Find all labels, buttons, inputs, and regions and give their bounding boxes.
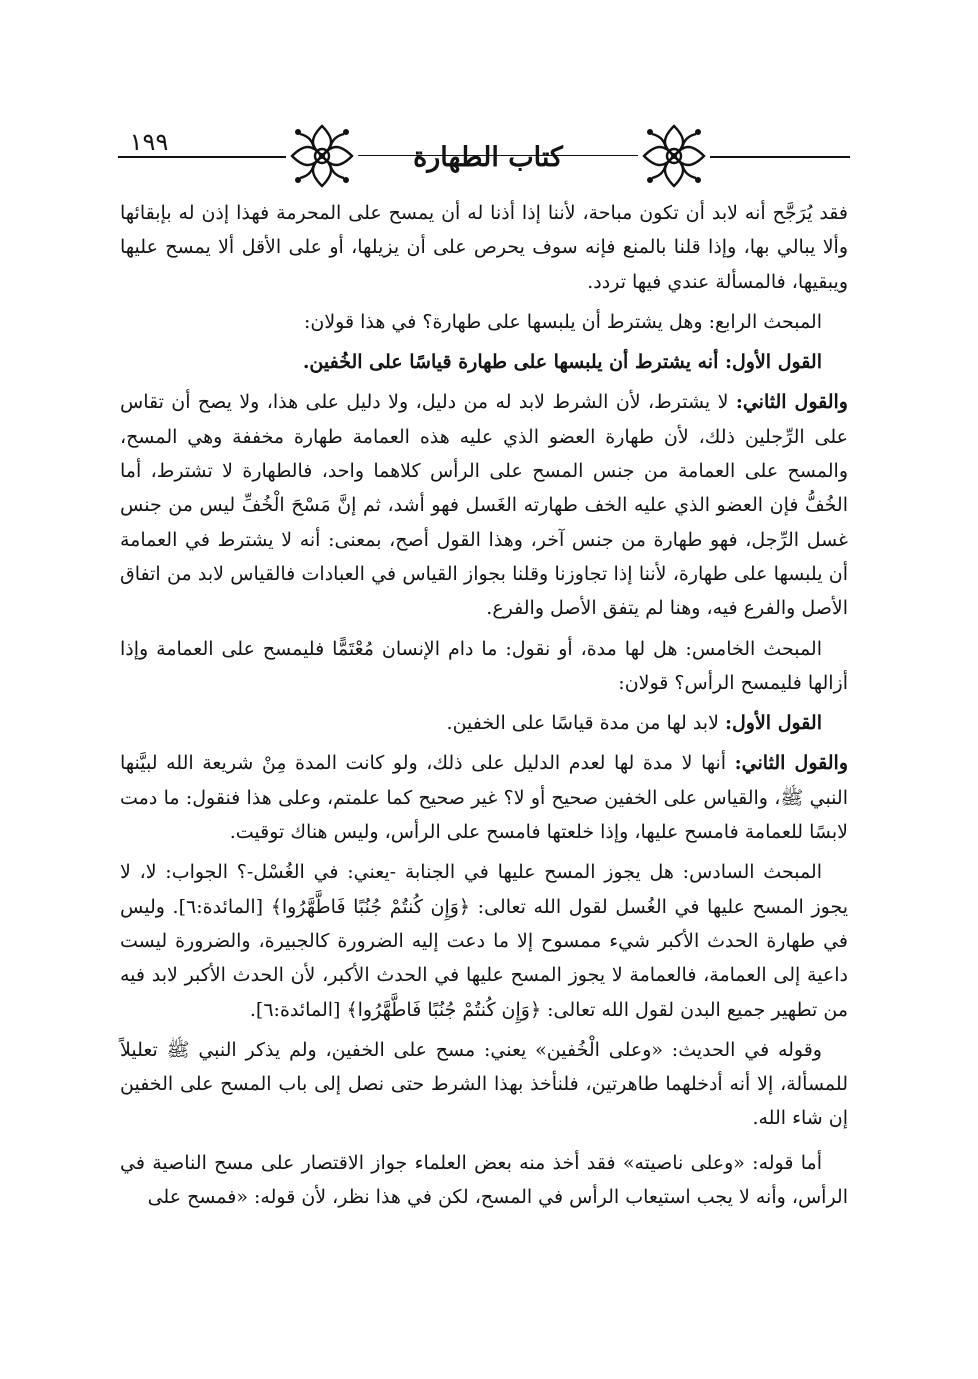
header-rule-left <box>118 156 290 158</box>
paragraph: فقد يُرَجَّح أنه لابد أن تكون مباحة، لأننا إذا أذنا له أن يمسح على المحرمة فهذا إذن له بإبقائها وألا يبالي بها، وإذا قلنا بالمنع فإنه سوف يحرص على أن يزيلها، أو على الأقل ألا يمسح عليها ويبقيها، فالمسألة عندي فيها تردد. <box>120 202 848 293</box>
ornament-icon <box>286 120 358 192</box>
running-title: كتاب الطهارة <box>413 142 563 173</box>
paragraph: المبحث السادس: هل يجوز المسح عليها في الجنابة -يعني: في الغُسْل-؟ الجواب: لا، لا يجوز المسح عليها في الغُسل لقول الله تعالى: ﴿وَإِن كُنتُمْ جُنُبًا فَاطَّهَّرُوا﴾ [المائدة:٦]. وليس في طهارة الحدث الأكبر شيء ممسوح إلا ما دعت إليه الضرورة كالجبيرة، والضرورة ليست داعية إلى العمامة، فالعمامة لا يجوز المسح عليها في الحدث الأكبر، لأن الحدث الأكبر لابد فيه من تطهير جميع البدن لقول الله تعالى: ﴿وَإِن كُنتُمْ جُنُبًا فَاطَّهَّرُوا﴾ [المائدة:٦]. <box>120 861 848 1021</box>
paragraph-text: لا يشترط، لأن الشرط لابد له من دليل، ولا دليل على هذا، ولا يصح أن تقاس على الرِّجلين ذلك، لأن طهارة العضو الذي عليه هذه العمامة طهارة مخففة وهي المسح، والمسح على العمامة من جنس المسح على الرأس كلاهما واحد، فالطهارة لا تشترط، أما الخُفُّ فإن العضو الذي عليه الخف طهارته الغَسل فهو أشد، ثم إنَّ مَسْحَ الْخُفِّ ليس من جنس غسل الرِّجل، فهو طهارة من جنس آخر، وهذا القول أصح، بمعنى: أنه لا يشترط في العمامة أن يلبسها على طهارة، لأننا إذا تجاوزنا وقلنا بجواز القياس في العبادات فالقياس لابد من اتفاق الأصل والفرع فيه، وهنا لم يتفق الأصل والفرع. <box>120 391 848 620</box>
paragraph-text: أنها لا مدة لها لعدم الدليل على ذلك، ولو كانت المدة مِنْ شريعة الله لبيَّنها النبي ﷺ، والقياس على الخفين صحيح أو لا؟ غير صحيح كما علمتم، وعلى هذا فنقول: ما دمت لابسًا للعمامة فامسح عليها، وإذا خلعتها فامسح على الرأس، وليس هناك توقيت. <box>120 752 848 844</box>
header-rule-right <box>706 156 850 158</box>
paragraph-lead: والقول الثاني: <box>735 391 848 414</box>
paragraph: المبحث الرابع: وهل يشترط أن يلبسها على طهارة؟ في هذا قولان: <box>303 310 822 333</box>
page-header <box>118 112 850 198</box>
paragraph-lead: القول الأول: <box>724 351 822 374</box>
paragraph <box>120 746 848 849</box>
paragraph: المبحث الخامس: هل لها مدة، أو نقول: ما دام الإنسان مُعْتَمًّا فليمسح على العمامة وإذا أزالها فليمسح الرأس؟ قولان: <box>120 637 848 694</box>
paragraph <box>120 345 848 379</box>
ornament-icon <box>638 120 710 192</box>
paragraph-lead: القول الأول: <box>724 712 822 735</box>
page-number: ١٩٩ <box>129 128 169 156</box>
paragraph: وقوله في الحديث: «وعلى الْخُفين» يعني: مسح على الخفين، ولم يذكر النبي ﷺ تعليلاً للمسألة، إلا أنه أدخلهما طاهرتين، فلنأخذ بهذا الشرط حتى نصل إلى باب المسح على الخفين إن شاء الله. <box>120 1038 848 1130</box>
paragraph: أما قوله: «وعلى ناصيته» فقد أخذ منه بعض العلماء جواز الاقتصار على مسح الناصية في الرأس، وأنه لا يجب استيعاب الرأس في المسح، لكن في هذا نظر، لأن قوله: «فمسح على <box>120 1151 848 1209</box>
paragraph <box>120 385 848 625</box>
paragraph-text: أنه يشترط أن يلبسها على طهارة قياسًا على الخُفين. <box>302 351 725 374</box>
paragraph-lead: والقول الثاني: <box>734 752 848 775</box>
paragraph-text: لابد لها من مدة قياسًا على الخفين. <box>446 712 725 735</box>
page-body <box>120 196 848 1220</box>
paragraph <box>120 706 848 740</box>
